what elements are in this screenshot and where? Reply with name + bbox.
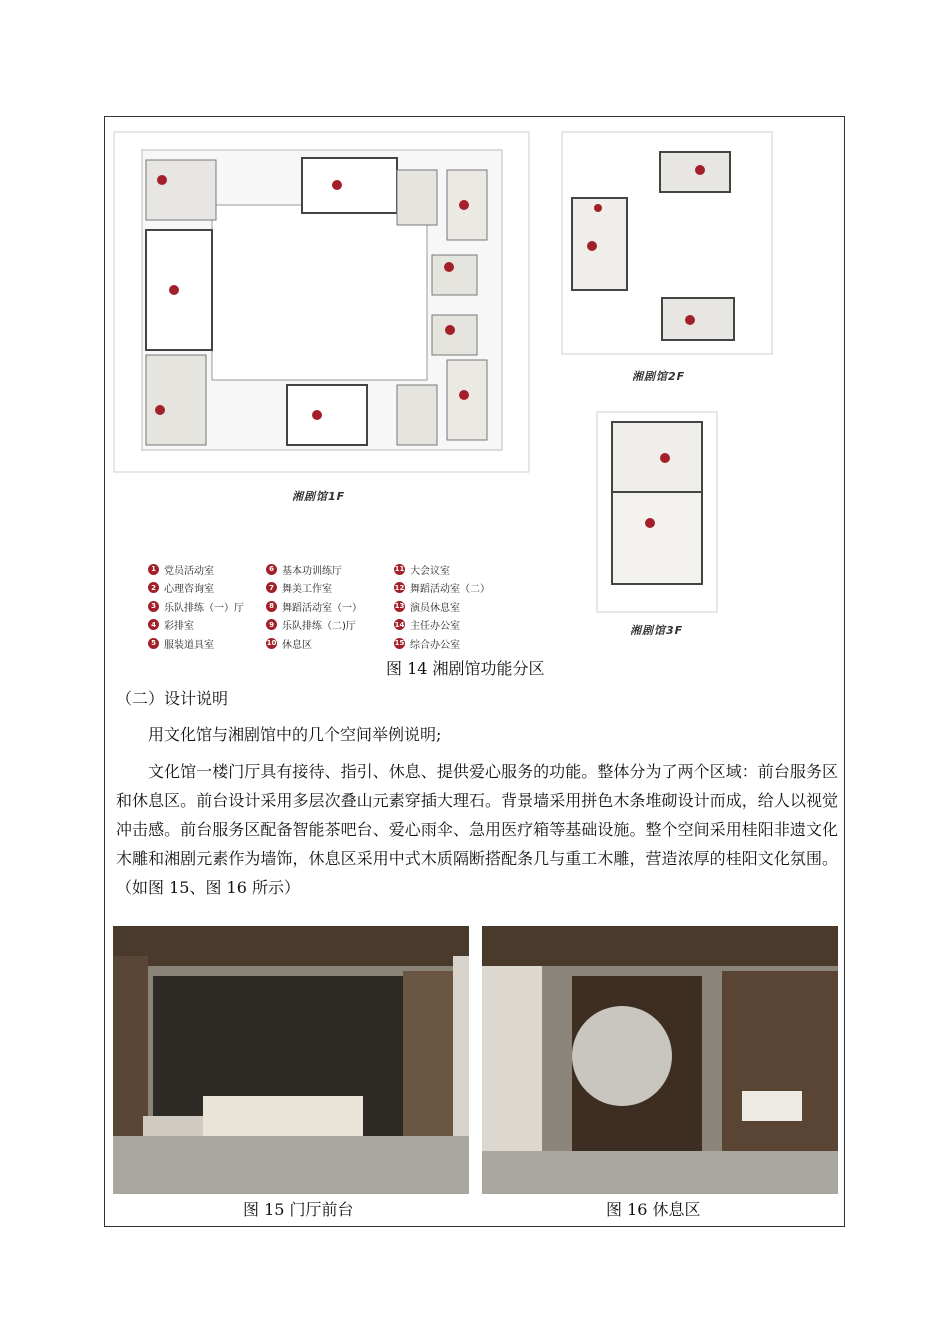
plan-label-2f: 湘剧馆2F <box>632 370 686 383</box>
legend-item: 10 休息区 <box>266 639 312 651</box>
section-heading: （二）设计说明 <box>116 689 229 708</box>
legend-item: 15 综合办公室 <box>394 639 460 651</box>
legend-item: 7 舞美工作室 <box>266 579 362 598</box>
figure-16-caption: 图 16 休息区 <box>606 1200 701 1219</box>
plan-2f <box>562 132 772 354</box>
figure-14-caption: 图 14 湘剧馆功能分区 <box>386 659 545 678</box>
legend-item: 8 舞蹈活动室（一） <box>266 597 362 616</box>
rest-area-photo <box>482 926 838 1194</box>
legend-item: 2 心理咨询室 <box>148 579 244 598</box>
figure-legend <box>148 560 548 655</box>
legend-item: 11 大会议室 <box>394 565 450 577</box>
plan-3f <box>597 412 717 612</box>
legend-item: 12 舞蹈活动室（二） <box>394 583 490 596</box>
legend-item: 14 主任办公室 <box>394 620 460 633</box>
legend-item: 4 彩排室 <box>148 616 244 635</box>
plan-1f <box>114 132 529 472</box>
figure-15-caption: 图 15 门厅前台 <box>243 1200 354 1219</box>
legend-item: 3 乐队排练（一）厅 <box>148 597 244 616</box>
legend-item: 13 演员休息室 <box>394 602 460 614</box>
lobby-reception-photo <box>113 926 469 1194</box>
legend-item: 9 乐队排练（二)厅 <box>266 616 362 635</box>
intro-paragraph: 用文化馆与湘剧馆中的几个空间举例说明; <box>148 725 442 744</box>
plan-label-1f: 湘剧馆1F <box>292 490 346 503</box>
legend-item: 5 服装道具室 <box>148 634 244 653</box>
plan-label-3f: 湘剧馆3F <box>630 624 684 637</box>
legend-item: 6 基本功训练厅 <box>266 560 362 579</box>
body-paragraph: 文化馆一楼门厅具有接待、指引、休息、提供爱心服务的功能。整体分为了两个区域：前台服务区和休息区。前台设计采用多层次叠山元素穿插大理石。背景墙采用拼色木条堆砌设计而成，给人以视觉冲击感。前台服务区配备智能茶吧台、爱心雨伞、急用医疗箱等基础设施。整个空间采用桂阳非遗文化木雕和湘剧元素作为墙饰，休息区采用中式木质隔断搭配条几与重工木雕，营造浓厚的桂阳文化氛围。（如图 15、图 16 所示） <box>116 762 838 897</box>
legend-item: 1 党员活动室 <box>148 560 244 579</box>
